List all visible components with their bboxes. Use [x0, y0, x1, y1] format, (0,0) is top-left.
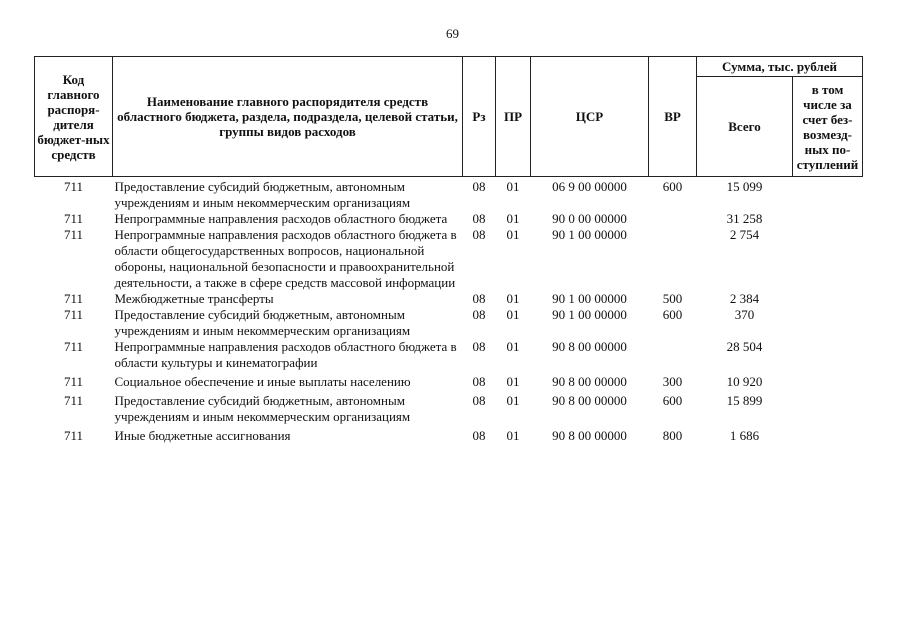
cell-csr: 90 1 00 00000 — [552, 291, 627, 306]
table-row — [35, 371, 863, 390]
cell-total: 370 — [734, 307, 755, 322]
cell-pr: 01 — [506, 211, 520, 226]
cell-name: Предоставление субсидий бюджетным, автономным учреждениям и иным некоммерческим организациям — [114, 307, 411, 338]
cell-csr: 90 8 00 00000 — [552, 393, 627, 408]
cell-grant — [793, 227, 863, 291]
cell-csr: 90 8 00 00000 — [552, 374, 627, 389]
cell-code: 711 — [63, 393, 84, 408]
cell-csr: 90 1 00 00000 — [552, 227, 627, 242]
page-number: 69 — [446, 26, 459, 41]
table-body — [35, 177, 863, 445]
cell-code: 711 — [63, 291, 84, 306]
header-total: Всего — [697, 77, 793, 177]
cell-name: Предоставление субсидий бюджетным, автономным учреждениям и иным некоммерческим организациям — [114, 393, 411, 424]
cell-pr: 01 — [506, 291, 520, 306]
cell-pr: 01 — [506, 393, 520, 408]
cell-code: 711 — [63, 428, 84, 443]
cell-total: 28 504 — [726, 339, 763, 354]
table-row — [35, 307, 863, 339]
cell-rz: 08 — [472, 428, 486, 443]
header-pr: ПР — [496, 57, 531, 177]
table-row — [35, 177, 863, 212]
cell-pr: 01 — [506, 179, 520, 194]
cell-vr: 600 — [662, 307, 683, 322]
cell-vr: 600 — [662, 179, 683, 194]
header-code: Код главного распоря-дителя бюджет-ных средств — [35, 57, 113, 177]
cell-name: Иные бюджетные ассигнования — [114, 428, 291, 443]
cell-rz: 08 — [472, 374, 486, 389]
cell-grant — [793, 291, 863, 307]
table-row — [35, 227, 863, 291]
header-name: Наименование главного распорядителя средств областного бюджета, раздела, подраздела, целевой статьи, группы видов расходов — [113, 57, 463, 177]
cell-csr: 90 1 00 00000 — [552, 307, 627, 322]
table-row — [35, 425, 863, 444]
cell-grant — [793, 425, 863, 444]
cell-rz: 08 — [472, 211, 486, 226]
cell-vr — [649, 339, 697, 371]
cell-csr: 90 0 00 00000 — [552, 211, 627, 226]
cell-name: Непрограммные направления расходов областного бюджета в области культуры и кинематографии — [114, 339, 457, 370]
table-row — [35, 339, 863, 371]
cell-vr: 600 — [662, 393, 683, 408]
cell-grant — [793, 371, 863, 390]
cell-pr: 01 — [506, 227, 520, 242]
header-sum: Сумма, тыс. рублей — [697, 57, 863, 77]
cell-name: Социальное обеспечение и иные выплаты населению — [114, 374, 411, 389]
cell-grant — [793, 307, 863, 339]
cell-name: Непрограммные направления расходов областного бюджета — [114, 211, 448, 226]
cell-csr: 06 9 00 00000 — [552, 179, 627, 194]
cell-name: Непрограммные направления расходов областного бюджета в области общегосударственных вопросов, национальной обороны, национальной безопасности и правоохранительной деятельности, а также в сфере средств массовой информации — [114, 227, 457, 290]
cell-total: 15 099 — [726, 179, 763, 194]
header-grant: в том числе за счет без-возмезд-ных по-ступлений — [793, 77, 863, 177]
table-row — [35, 291, 863, 307]
cell-name: Предоставление субсидий бюджетным, автономным учреждениям и иным некоммерческим организациям — [114, 179, 411, 210]
cell-vr — [649, 227, 697, 291]
cell-pr: 01 — [506, 339, 520, 354]
cell-code: 711 — [63, 374, 84, 389]
cell-pr: 01 — [506, 428, 520, 443]
table-row — [35, 390, 863, 425]
cell-vr: 500 — [662, 291, 683, 306]
cell-vr: 300 — [662, 374, 683, 389]
header-vr: ВР — [649, 57, 697, 177]
cell-name: Межбюджетные трансферты — [114, 291, 274, 306]
header-rz: Рз — [463, 57, 496, 177]
header-csr: ЦСР — [531, 57, 649, 177]
cell-csr: 90 8 00 00000 — [552, 339, 627, 354]
cell-grant — [793, 390, 863, 425]
cell-code: 711 — [63, 307, 84, 322]
cell-rz: 08 — [472, 179, 486, 194]
cell-code: 711 — [63, 211, 84, 226]
table-header — [35, 57, 863, 177]
cell-total: 15 899 — [726, 393, 763, 408]
cell-total: 31 258 — [726, 211, 763, 226]
cell-grant — [793, 211, 863, 227]
budget-table — [34, 56, 863, 444]
cell-total: 10 920 — [726, 374, 763, 389]
cell-total: 2 754 — [729, 227, 760, 242]
cell-csr: 90 8 00 00000 — [552, 428, 627, 443]
cell-code: 711 — [63, 339, 84, 354]
cell-total: 2 384 — [729, 291, 760, 306]
cell-pr: 01 — [506, 307, 520, 322]
cell-rz: 08 — [472, 291, 486, 306]
cell-pr: 01 — [506, 374, 520, 389]
cell-code: 711 — [63, 179, 84, 194]
cell-rz: 08 — [472, 227, 486, 242]
table-row — [35, 211, 863, 227]
cell-rz: 08 — [472, 307, 486, 322]
cell-rz: 08 — [472, 339, 486, 354]
cell-vr: 800 — [662, 428, 683, 443]
cell-code: 711 — [63, 227, 84, 242]
cell-grant — [793, 177, 863, 212]
cell-rz: 08 — [472, 393, 486, 408]
cell-total: 1 686 — [729, 428, 760, 443]
cell-grant — [793, 339, 863, 371]
cell-vr — [649, 211, 697, 227]
